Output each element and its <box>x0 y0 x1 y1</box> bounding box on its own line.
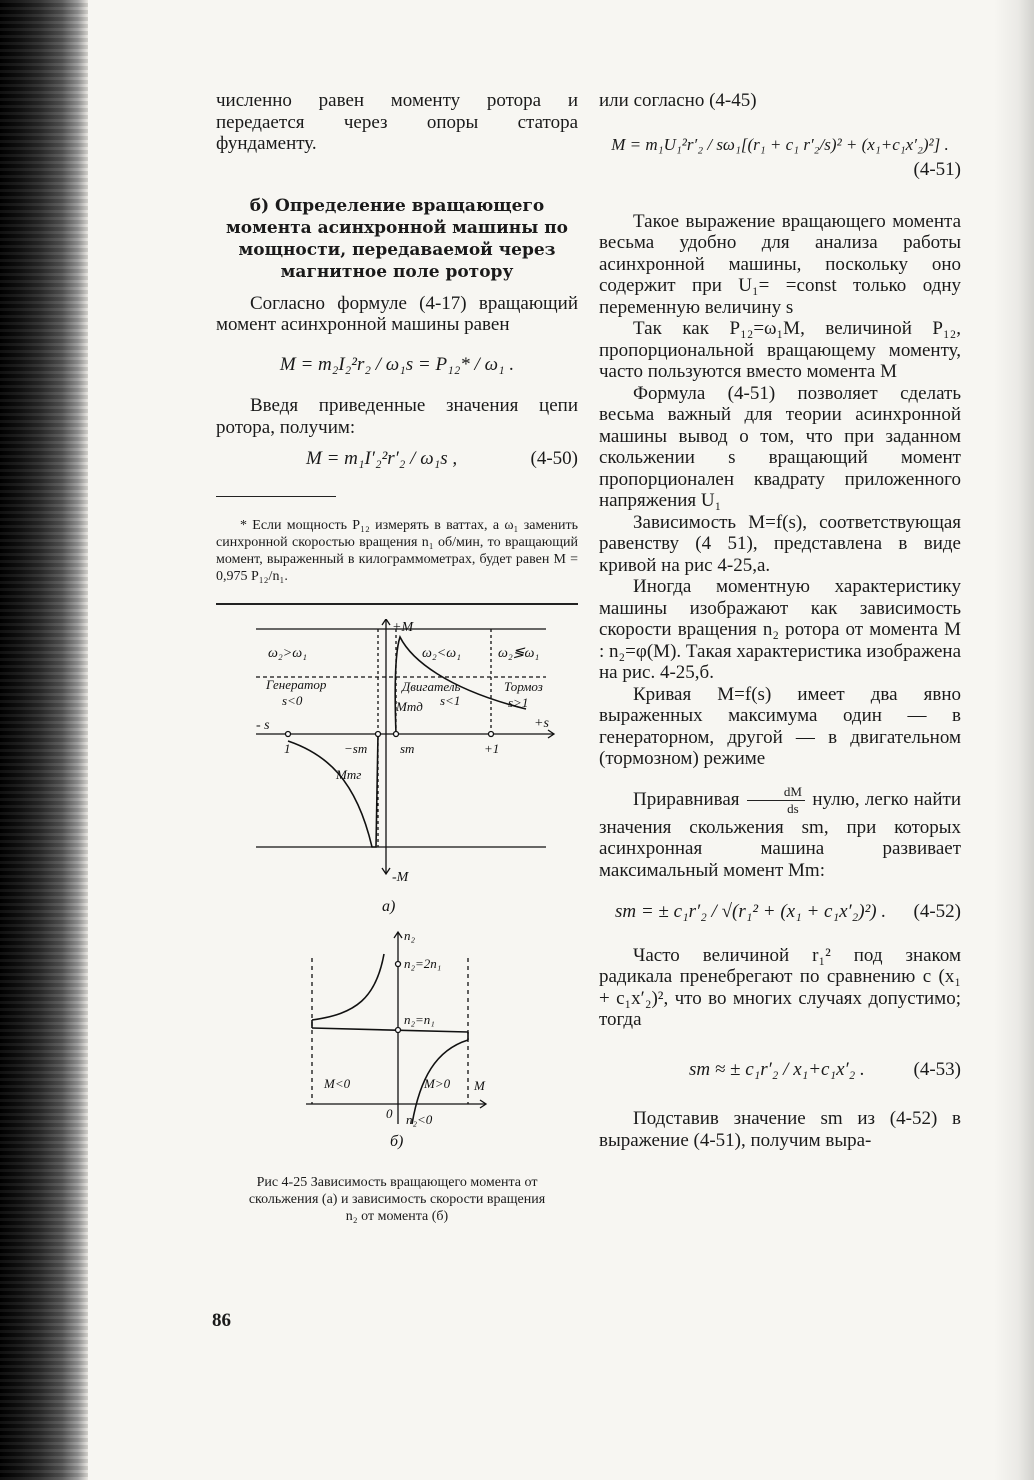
label-n2-n1: n₂=n₁ <box>404 1012 435 1027</box>
right-paragraph-1: или согласно (4-45) <box>599 90 757 111</box>
book-spine-shadow <box>0 0 88 1480</box>
formula-4-50: M = m₁I′₂²r′₂ / ω₁s , <box>306 448 458 469</box>
figure-a-label: а) <box>382 897 396 915</box>
formula-torque-1: M = m₂I₂²r₂ / ω₁s = P₁₂* / ω₁ . <box>279 353 515 375</box>
tick-1: 1 <box>284 740 291 756</box>
label-m-positive: M>0 <box>424 1076 451 1091</box>
axis-plus-s: +s <box>534 715 549 731</box>
formula-4-51: M = m₁U₁²r′₂ / sω₁[(r₁ + c₁ r′₂/s)² + (x₁+c₁x′₂)²] . <box>611 134 949 154</box>
right-paragraph-6: Иногда моментную характеристику машины изображают как зависимость скорости вращения n₂ ротора от момента M : n₂=φ(M). Такая характеристика изображена на рис. 4-25,б. <box>599 576 961 683</box>
zone-label-2: ω₂<ω₁ <box>422 645 461 661</box>
label-mmg: Mmг <box>336 766 362 782</box>
equation-number-4-51: (4-51) <box>913 159 961 180</box>
derivative-numerator: dM <box>747 784 805 801</box>
equation-4-52-row <box>599 901 961 923</box>
label-generator-s: s<0 <box>282 692 303 708</box>
axis-n2: n₂ <box>404 928 416 943</box>
p8-end: нулю, легко найти значения скольжения sm, при которых асинхронная машина развивает максимальный момент Mm: <box>599 788 961 881</box>
tick-plus-1: +1 <box>484 740 500 756</box>
axis-minus-m: -M <box>392 869 409 885</box>
equation-number-4-53: (4-53) <box>913 1058 961 1080</box>
right-paragraph-3: Так как P₁₂=ω₁M, величиной P₁₂, пропорциональной вращающему моменту, часто пользуются вместо момента M <box>599 318 961 382</box>
right-paragraph-9: Часто величиной r₁² под знаком радикала пренебрегают по сравнению с (x₁ + c₁x′₂)², что во многих случаях допустимо; тогда <box>599 944 961 1030</box>
axis-plus-m: +M <box>392 619 414 635</box>
label-motor: Двигатель <box>402 678 461 694</box>
tick-sm: sm <box>400 740 415 756</box>
label-n2-negative: n₂<0 <box>406 1112 433 1127</box>
label-motor-s: s<1 <box>440 692 461 708</box>
left-paragraph-2: Согласно формуле (4-17) вращающий момент асинхронной машины равен <box>216 292 578 335</box>
label-brake-s: s>1 <box>508 694 529 710</box>
label-origin: 0 <box>386 1106 393 1121</box>
footnote: * Если мощность P₁₂ измерять в ваттах, а ω₁ заменить синхронной скоростью вращения n₁ об/мин, то вращающий момент, выраженный в килограммометрах, будет равен M = 0,975 P₁₂/n₁. <box>216 517 578 584</box>
footnote-rule <box>216 496 336 497</box>
right-paragraph-4: Формула (4-51) позволяет сделать весьма важный для теории асинхронной машины вывод о том, что при заданном скольжении s вращающий момент пропорционален квадрату приложенного напряжения U₁ <box>599 382 961 511</box>
figure-torque-slip <box>216 619 578 919</box>
label-mmd: Mmд <box>396 698 423 714</box>
equation-4-50-row <box>216 448 578 470</box>
right-paragraph-10: Подставив значение sm из (4-52) в выражение (4-51), получим выра- <box>599 1108 961 1151</box>
figure-caption: Рис 4-25 Зависимость вращающего момента от скольжения (а) и зависимость скорости вращения n₂ от момента (б) <box>248 1174 546 1224</box>
figure-b-label: б) <box>390 1133 404 1150</box>
formula-4-53: sm ≈ ± c₁r′₂ / x₁+c₁x′₂ . <box>689 1058 865 1080</box>
zone-label-3: ω₂≶ω₁ <box>498 645 540 661</box>
formula-4-52: sm = ± c₁r′₂ / √(r₁² + (x₁ + c₁x′₂)²) . <box>615 901 887 922</box>
right-paragraph-2: Такое выражение вращающего момента весьма удобно для анализа работы асинхронной машины, поскольку оно содержит при U₁= =const только одну переменную величину s <box>599 210 961 318</box>
axis-minus-s: - s <box>256 717 270 733</box>
figure-speed-torque <box>216 928 578 1158</box>
equation-4-53-row <box>599 1059 961 1081</box>
tick-minus-sm: −sm <box>344 740 368 756</box>
section-heading: б) Определение вращающего момента асинхронной машины по мощности, передаваемой через магнитное поле ротору <box>226 195 568 282</box>
equation-number-4-50: (4-50) <box>530 448 578 469</box>
right-paragraph-8 <box>599 784 961 882</box>
label-brake: Тормоз <box>504 678 543 694</box>
label-generator: Генератор <box>266 676 327 692</box>
left-column <box>216 90 578 1225</box>
page-edge-shadow <box>994 0 1034 1480</box>
label-n2-2n1: n₂=2n₁ <box>404 956 442 971</box>
axis-m: M <box>474 1078 485 1093</box>
right-column <box>599 90 961 1151</box>
derivative-denominator: ds <box>787 800 799 816</box>
equation-number-4-52: (4-52) <box>913 901 961 922</box>
derivative-fraction <box>747 784 805 817</box>
page-number: 86 <box>212 1310 231 1331</box>
right-paragraph-7: Кривая M=f(s) имеет два явно выраженных максимума один — в генераторном, другой — в двигательном (тормозном) режиме <box>599 683 961 769</box>
label-m-negative: M<0 <box>324 1076 351 1091</box>
zone-label-1: ω₂>ω₁ <box>268 645 307 661</box>
figure-top-rule <box>216 603 578 605</box>
left-paragraph-1: численно равен моменту ротора и передается через опоры статора фундаменту. <box>216 90 578 154</box>
right-paragraph-5: Зависимость M=f(s), соответствующая равенству (4 51), представлена в виде кривой на рис 4-25,а. <box>599 511 961 576</box>
p8-start: Приравнивая <box>633 788 740 810</box>
left-paragraph-3: Введя приведенные значения цепи ротора, получим: <box>216 395 578 438</box>
